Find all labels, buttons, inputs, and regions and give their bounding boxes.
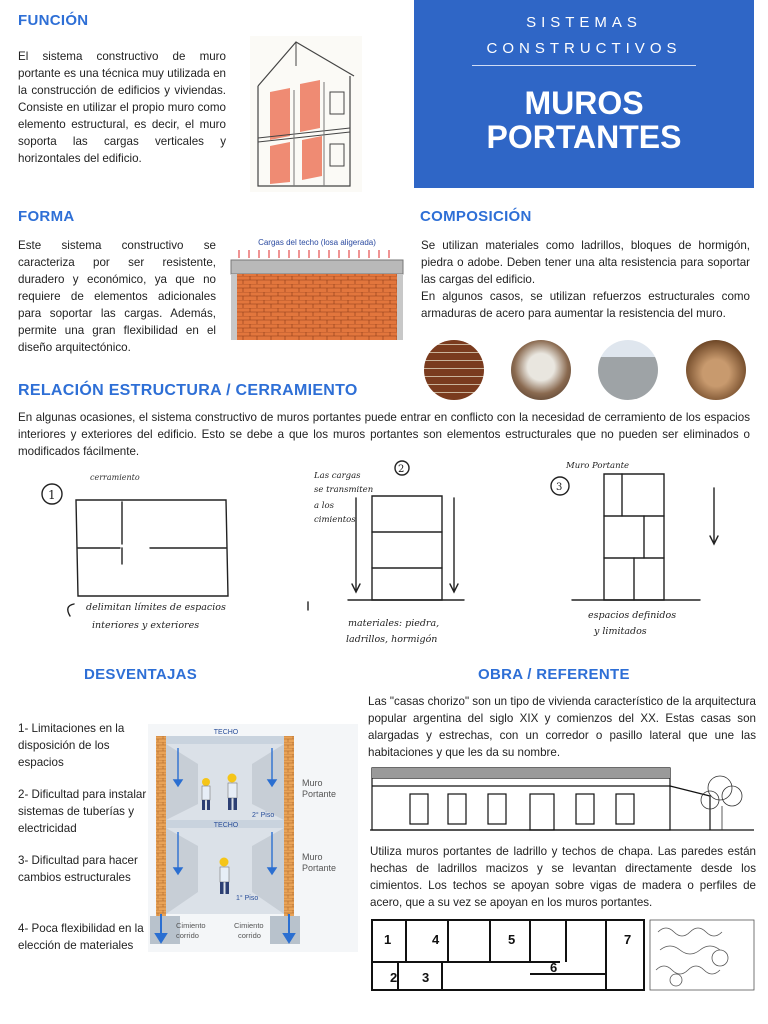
adobe-material-photo (686, 340, 746, 400)
tree-icon (701, 776, 742, 830)
desventaja-item-2: 2- Dificultad para instalar sistemas de tuberías y electricidad (18, 788, 147, 835)
muro-label-lower: Muro (302, 852, 323, 862)
garden-hatching (650, 920, 754, 990)
sketch-2-top-line4: cimientos (314, 515, 356, 525)
desventajas-heading: DESVENTAJAS (84, 666, 198, 683)
banner-subtitle-line1: SISTEMAS (526, 14, 642, 31)
concrete-block-photo (511, 340, 571, 400)
banner-subtitle-line2: CONSTRUCTIVOS (486, 40, 682, 57)
desventaja-item-3: 3- Dificultad para hacer cambios estructurales (18, 854, 138, 884)
plan-room-3: 3 (422, 970, 430, 985)
relacion-text: En algunas ocasiones, el sistema constructivo de muros portantes puede entrar en conflicto con la necesidad de cerramiento de los espacios interiores y exteriores del edificio. Esto se debe a que los muros portantes son elementos estructurales que no pueden ser eliminados o modificados fácilmente. (18, 411, 750, 458)
plan-room-5: 5 (508, 932, 516, 947)
obra-heading: OBRA / REFERENTE (478, 666, 630, 683)
banner-title-line1: MUROS (524, 85, 644, 121)
funcion-heading: FUNCIÓN (18, 12, 89, 29)
cimiento-label-right: Cimiento (234, 921, 264, 930)
sketch-3-load-bearing-wall (540, 458, 740, 646)
forma-text: Este sistema constructivo se caracteriza por ser resistente, duradero y económico, ya que no requiere de elementos adicionales para soportar las cargas. Además, permite una gran flexibilidad en el diseño arquitectónico. (18, 239, 216, 354)
casa-chorizo-floor-plan (370, 918, 756, 994)
corrido-label-left: corrido (176, 931, 199, 940)
sketch-2-top-line1: Las cargas (314, 471, 361, 481)
title-banner (414, 0, 754, 188)
brick-material-photo (424, 340, 484, 400)
sketch-1-note-line2: interiores y exteriores (92, 620, 200, 631)
obra-text1: Las "casas chorizo" son un tipo de vivienda característico de la arquitectura popular argentina del siglo XIX y comienzos del XX. Estas casas son alargadas y estrechas, con un corredor o pasillo lateral que une las habitaciones y que les da su nombre. (368, 695, 756, 759)
composicion-text1: Se utilizan materiales como ladrillos, bloques de hormigón, piedra o adobe. Deben tener una alta resistencia para soportar las cargas del edificio. (421, 239, 750, 286)
banner-divider (472, 65, 696, 66)
sketch-1-enclosure (30, 466, 250, 642)
composicion-text2: En algunos casos, se utilizan refuerzos estructurales como armaduras de acero para aumentar la resistencia del muro. (421, 290, 750, 320)
piso-1-label: 1° Piso (236, 895, 259, 902)
casa-chorizo-elevation (370, 766, 754, 838)
relacion-heading: RELACIÓN ESTRUCTURA / CERRAMIENTO (18, 382, 358, 399)
plan-room-2: 2 (390, 970, 398, 985)
sketch-1-note-line1: delimitan límites de espacios (86, 602, 226, 613)
sketch-2-number: 2 (398, 464, 405, 475)
portante-label-upper: Portante (302, 789, 337, 799)
desventaja-item-4: 4- Poca flexibilidad en la elección de materiales (18, 922, 144, 952)
obra-text2: Utiliza muros portantes de ladrillo y techos de chapa. Las paredes están hechas de ladrillos macizos y se levantan directamente desde los cimientos. Los techos se apoyan sobre vigas de madera o perfiles de acero, que a su vez se apoyan en los muros portantes. (370, 845, 756, 909)
plan-room-1: 1 (384, 932, 392, 947)
forma-heading: FORMA (18, 208, 75, 225)
house-section-illustration (250, 36, 362, 192)
diagram-loads-label: Cargas del techo (losa aligerada) (258, 238, 376, 247)
banner-title-line2: PORTANTES (486, 119, 682, 155)
sketch-2-load-transfer (300, 458, 480, 654)
desventaja-item-1: 1- Limitaciones en la disposición de los espacios (18, 722, 125, 769)
corrido-label-right: corrido (238, 931, 261, 940)
techo-label-top: TECHO (213, 729, 239, 736)
plan-room-6: 6 (550, 960, 558, 975)
sketch-1-number: 1 (48, 488, 56, 502)
load-bearing-wall-diagram (229, 236, 405, 342)
sketch-2-top-line2: se transmiten (314, 485, 374, 495)
funcion-text: El sistema constructivo de muro portante es una técnica muy utilizada en la construcción de edificios y viviendas. Consiste en utilizar el propio muro como elemento estructural, es decir, el muro soporta las cargas verticales y horizontales del edificio. (18, 50, 226, 165)
techo-label-middle: TECHO (213, 822, 239, 829)
sketch-2-note-line1: materiales: piedra, (348, 618, 440, 629)
composicion-heading: COMPOSICIÓN (420, 208, 532, 225)
stone-wall-photo (598, 340, 658, 400)
sketch-3-note-line2: y limitados (594, 626, 647, 637)
sketch-2-top-line3: a los (314, 501, 334, 511)
sketch-3-number: 3 (556, 482, 563, 493)
sketch-2-note-line2: ladrillos, hormigón (346, 634, 438, 645)
muro-label-upper: Muro (302, 778, 323, 788)
portante-label-lower: Portante (302, 863, 337, 873)
plan-room-4: 4 (432, 932, 440, 947)
sketch-1-top-label: cerramiento (90, 473, 140, 482)
sketch-3-top-label: Muro Portante (566, 461, 630, 471)
piso-2-label: 2° Piso (252, 812, 275, 819)
plan-room-7: 7 (624, 932, 632, 947)
sketch-3-note-line1: espacios definidos (588, 610, 677, 621)
cimiento-label-left: Cimiento (176, 921, 206, 930)
two-story-structure-diagram (148, 724, 358, 952)
